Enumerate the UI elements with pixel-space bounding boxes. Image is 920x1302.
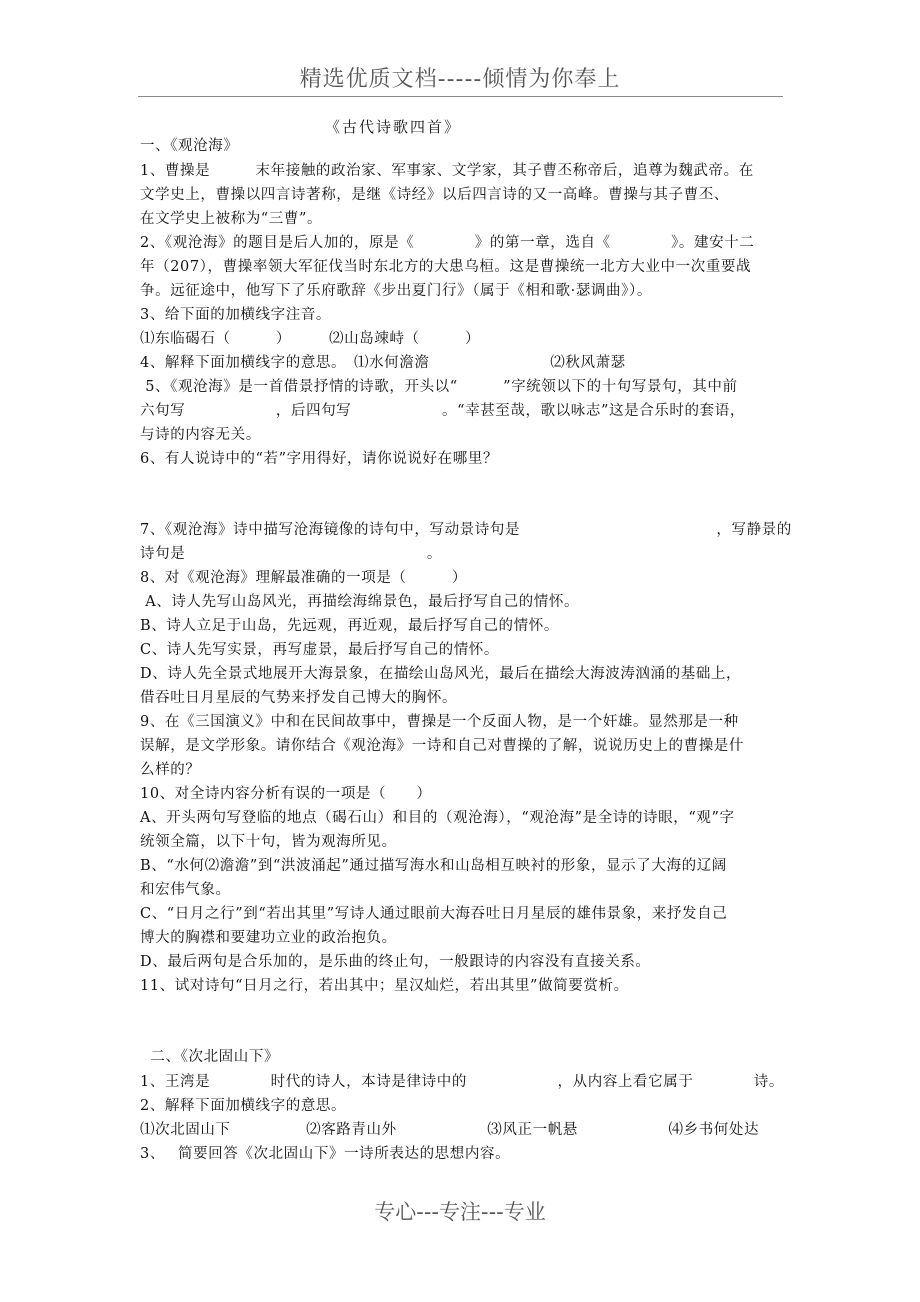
text-line: B、诗人立足于山岛，先远观，再近观，最后抒写自己的情怀。 <box>140 618 559 634</box>
text-line: 2、《观沧海》的题目是后人加的，原是《 》的第一章，选自《 》。建安十二 <box>140 235 755 251</box>
text-line: 7、《观沧海》诗中描写沧海镜像的诗句中，写动景诗句是 ，写静景的 <box>140 522 792 538</box>
text-line: 诗句是 。 <box>140 546 442 562</box>
text-line: 8、对《观沧海》理解最准确的一项是（ ） <box>140 570 467 586</box>
text-line: 六句写 ，后四句写 。“幸甚至哉，歌以咏志”这是合乐时的套语， <box>140 403 745 419</box>
text-line: 1、曹操是 末年接触的政治家、军事家、文学家，其子曹丕称帝后，追尊为魏武帝。在 <box>140 163 754 179</box>
text-line: A、诗人先写山岛风光，再描绘海绵景色，最后抒写自己的情怀。 <box>140 594 580 610</box>
text-line: 5、《观沧海》是一首借景抒情的诗歌，开头以“ ”字统领以下的十句写景句，其中前 <box>140 379 738 395</box>
text-line: D、诗人先全景式地展开大海景象，在描绘山岛风光，最后在描绘大海波涛汹涌的基础上， <box>140 666 742 682</box>
text-line: 年（207），曹操率领大军征伐当时东北方的大患乌桓。这是曹操统一北方大业中一次重要战 <box>140 259 752 275</box>
text-line: ⑴次北固山下 ⑵客路青山外 ⑶风正一帆悬 ⑷乡书何处达 <box>140 1122 760 1138</box>
text-line: 么样的？ <box>140 762 201 778</box>
text-line: A、开头两句写登临的地点（碣石山）和目的（观沧海），“观沧海”是全诗的诗眼，“观”字 <box>140 810 735 826</box>
text-line: 争。远征途中，他写下了乐府歌辞《步出夏门行》（属于《相和歌·瑟调曲》）。 <box>140 283 652 299</box>
text-line: 借吞吐日月星辰的气势来抒发自己博大的胸怀。 <box>140 690 458 706</box>
text-line: B、“水何⑵澹澹”到“洪波涌起”通过描写海水和山岛相互映衬的形象，显示了大海的辽阔 <box>140 858 727 874</box>
text-line: 在文学史上被称为“三曹”。 <box>140 211 323 227</box>
text-line: 误解，是文学形象。请你结合《观沧海》一诗和自己对曹操的了解，说说历史上的曹操是什 <box>140 738 744 754</box>
text-line: C、诗人先写实景，再写虚景，最后抒写自己的情怀。 <box>140 642 499 658</box>
text-line: 3、 简要回答《次北固山下》一诗所表达的思想内容。 <box>140 1146 511 1162</box>
text-line: 文学史上，曹操以四言诗著称，是继《诗经》以后四言诗的又一高峰。曹操与其子曹丕、 <box>140 187 729 203</box>
text-line: 和宏伟气象。 <box>140 882 231 898</box>
page-footer: 专心---专注---专业 <box>374 1200 546 1224</box>
text-line: 6、有人说诗中的“若”字用得好，请你说说好在哪里？ <box>140 451 499 467</box>
worksheet-title: 《古代诗歌四首》 <box>325 118 462 136</box>
text-line: 与诗的内容无关。 <box>140 427 261 443</box>
text-line: 10、对全诗内容分析有误的一项是（ ） <box>140 786 432 802</box>
text-line: 11、试对诗句“日月之行，若出其中；星汉灿烂，若出其里”做简要赏析。 <box>140 978 629 994</box>
text-line: 2、解释下面加横线字的意思。 <box>140 1098 347 1114</box>
page-header: 精选优质文档-----倾情为你奉上 <box>299 67 621 92</box>
text-line: 1、王湾是 时代的诗人，本诗是律诗中的 ，从内容上看它属于 诗。 <box>140 1074 785 1090</box>
text-line: C、“日月之行”到“若出其里”写诗人通过眼前大海吞吐日月星辰的雄伟景象，来抒发自己 <box>140 906 728 922</box>
text-line: 一、《观沧海》 <box>140 138 239 154</box>
text-line: 9、在《三国演义》中和在民间故事中，曹操是一个反面人物，是一个奸雄。显然那是一种 <box>140 714 739 730</box>
text-line: ⑴东临碣石（ ） ⑵山岛竦峙（ ） <box>140 331 481 347</box>
text-line: 博大的胸襟和要建功立业的政治抱负。 <box>140 930 397 946</box>
text-line: 二、《次北固山下》 <box>140 1049 280 1065</box>
text-line: 统领全篇，以下十句，皆为观海所见。 <box>140 834 397 850</box>
text-line: 4、解释下面加横线字的意思。 ⑴水何澹澹 ⑵秋风萧瑟 <box>140 355 626 371</box>
header-rule <box>138 96 783 97</box>
text-line: 3、给下面的加横线字注音。 <box>140 307 332 323</box>
text-line: D、最后两句是合乐加的，是乐曲的终止句，一般跟诗的内容没有直接关系。 <box>140 954 651 970</box>
